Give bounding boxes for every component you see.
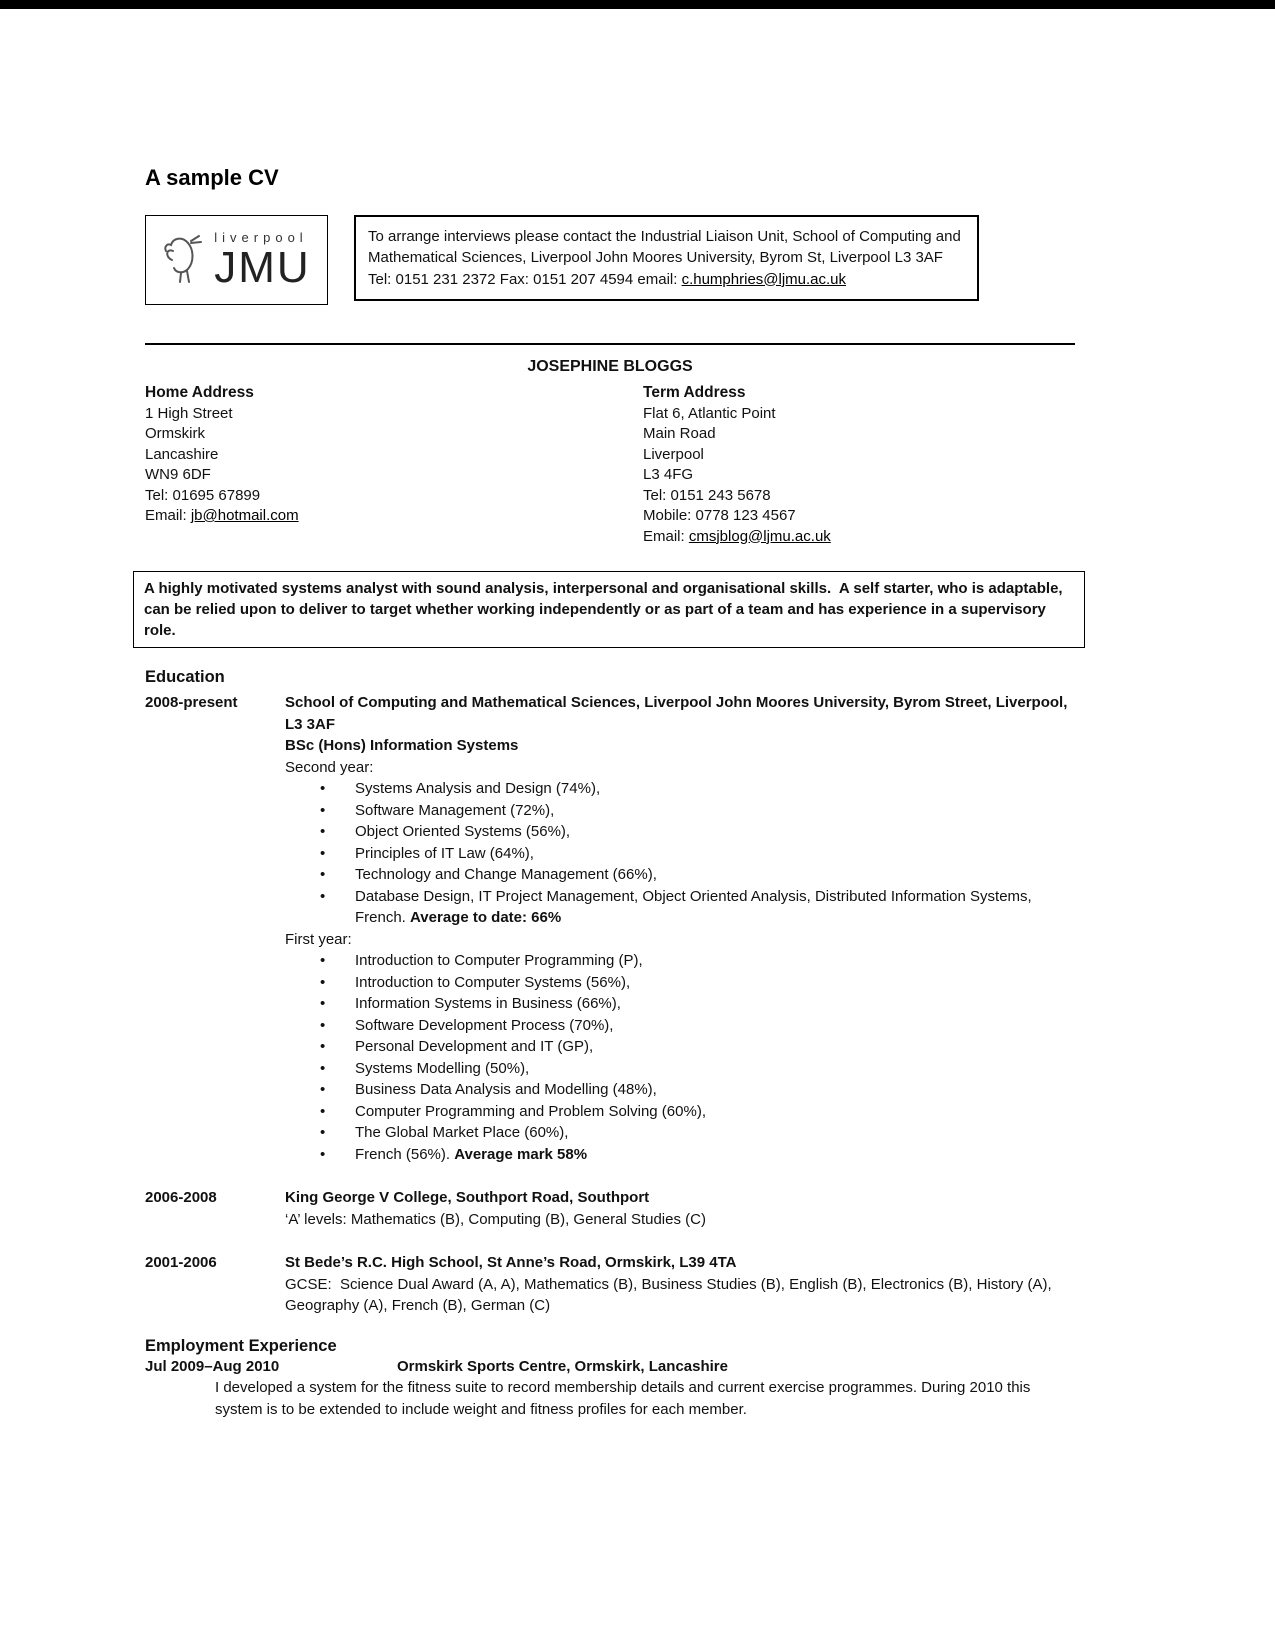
module-label: Software Management (72%), [355, 801, 555, 819]
email-label: Email: [145, 507, 191, 524]
module-label: Systems Analysis and Design (74%), [355, 780, 601, 797]
module-text [355, 993, 1075, 1015]
module-item [320, 1122, 1075, 1144]
education-heading: Education [145, 668, 225, 686]
module-label: Personal Development and IT (GP), [355, 1038, 594, 1055]
contact-phone-line: Tel: 0151 231 2372 Fax: 0151 207 4594 email: [368, 270, 682, 288]
first-year-modules [285, 950, 1075, 1165]
module-label: Information Systems in Business (66%), [355, 995, 621, 1012]
bullet-marker: • [320, 866, 326, 883]
module-item [320, 1079, 1075, 1101]
section-divider [145, 343, 1075, 345]
addresses-block [145, 383, 1075, 547]
module-label: Database Design, IT Project Management, Object Oriented Analysis, Distributed Information Systems, French. [355, 887, 1032, 926]
bullet-marker: • [320, 1102, 326, 1120]
address-line: Flat 6, Atlantic Point [643, 404, 776, 422]
bullet-marker: • [320, 887, 326, 905]
header-row [145, 215, 1075, 305]
year-label: First year: [285, 930, 352, 948]
profile-summary: A highly motivated systems analyst with sound analysis, interpersonal and organisational skills. A self starter, who is adaptable, can be relied upon to deliver to target whether working independently or as part of a team and has experience in a supervisory role. [133, 571, 1085, 648]
bullet-marker: • [320, 844, 326, 862]
module-label: French (56%). [355, 1145, 455, 1163]
education-entry-body [285, 1187, 1075, 1230]
module-text [355, 886, 1075, 929]
home-address-heading: Home Address [145, 384, 254, 401]
address-line [643, 527, 831, 548]
module-text [355, 1058, 1075, 1080]
bullet-marker: • [320, 1059, 326, 1077]
module-label: Systems Modelling (50%), [355, 1059, 530, 1077]
module-item [320, 886, 1075, 929]
bullet-marker: • [320, 1081, 326, 1098]
bullet-marker: • [320, 1016, 326, 1034]
qualification-detail: ‘A’ levels: Mathematics (B), Computing (B), General Studies (C) [285, 1210, 706, 1228]
module-bold: Average mark 58% [454, 1145, 588, 1163]
module-text [355, 1144, 1075, 1166]
bullet-marker: • [320, 1038, 326, 1055]
address-line: 1 High Street [145, 404, 233, 422]
degree-title: BSc (Hons) Information Systems [285, 737, 519, 754]
module-text [355, 950, 1075, 972]
education-entry-3 [145, 1252, 1075, 1317]
module-label: Business Data Analysis and Modelling (48%), [355, 1081, 657, 1098]
module-text [355, 821, 1075, 843]
module-item [320, 800, 1075, 822]
top-border-bar [0, 0, 1275, 9]
employer-name: Ormskirk Sports Centre, Ormskirk, Lancashire [397, 1357, 728, 1375]
module-text [355, 1036, 1075, 1058]
module-item [320, 950, 1075, 972]
date-range: 2006-2008 [145, 1189, 217, 1206]
qualification-detail: GCSE: Science Dual Award (A, A), Mathematics (B), Business Studies (B), English (B), Electronics (B), History (A), Geography (A), French (B), German (C) [285, 1275, 1056, 1314]
bullet-marker: • [320, 780, 326, 797]
module-item [320, 864, 1075, 886]
module-item [320, 993, 1075, 1015]
module-label: Software Development Process (70%), [355, 1016, 614, 1034]
employment-heading: Employment Experience [145, 1336, 337, 1355]
term-email-link[interactable]: cmsjblog@ljmu.ac.uk [688, 527, 831, 545]
address-line [145, 506, 643, 527]
address-line: Tel: 01695 67899 [145, 486, 261, 504]
date-range: 2008-present [145, 694, 238, 711]
education-entry-1 [145, 692, 1075, 1165]
module-text [355, 778, 1075, 800]
contact-email-link[interactable]: c.humphries@ljmu.ac.uk [681, 270, 847, 288]
school-name: King George V College, Southport Road, Southport [285, 1189, 650, 1206]
school-name: St Bede’s R.C. High School, St Anne’s Road, Ormskirk, L39 4TA [285, 1254, 737, 1271]
jmu-logo [145, 215, 328, 305]
module-text [355, 864, 1075, 886]
contact-text: To arrange interviews please contact the Industrial Liaison Unit, School of Computing and Mathematical Sciences, Liverpool John Moores University, Byrom St, Liverpool L3 3AF [368, 228, 961, 267]
module-text [355, 1101, 1075, 1123]
module-bold: Average to date: 66% [410, 909, 562, 926]
module-text [355, 1079, 1075, 1101]
address-line: Main Road [643, 425, 716, 442]
module-label: Principles of IT Law (64%), [355, 844, 534, 862]
school-name: School of Computing and Mathematical Sciences, Liverpool John Moores University, Byrom Street, Liverpool, L3 3AF [285, 694, 1068, 733]
page-title: A sample CV [145, 165, 279, 190]
logo-jmu-text: JMU [214, 242, 311, 292]
module-text [355, 972, 1075, 994]
bullet-marker: • [320, 1145, 326, 1163]
module-item [320, 1101, 1075, 1123]
logo-wordmark [214, 231, 310, 290]
employment-entry [145, 1356, 1075, 1378]
education-entry-body [285, 1252, 1075, 1317]
address-line: L3 4FG [643, 466, 694, 483]
module-label: The Global Market Place (60%), [355, 1124, 569, 1141]
module-item [320, 778, 1075, 800]
module-label: Technology and Change Management (66%), [355, 866, 657, 883]
module-item [320, 843, 1075, 865]
date-range: 2001-2006 [145, 1254, 217, 1271]
year-label: Second year: [285, 758, 374, 776]
module-text [355, 843, 1075, 865]
bullet-marker: • [320, 801, 326, 819]
address-line: Mobile: 0778 123 4567 [643, 507, 796, 524]
module-item [320, 1058, 1075, 1080]
module-item [320, 1036, 1075, 1058]
bullet-marker: • [320, 952, 326, 969]
module-item [320, 972, 1075, 994]
second-year-modules [285, 778, 1075, 929]
bullet-marker: • [320, 995, 326, 1012]
home-email-link[interactable]: jb@hotmail.com [190, 507, 299, 524]
module-text [355, 1015, 1075, 1037]
date-range: Jul 2009–Aug 2010 [145, 1357, 280, 1375]
education-entry-2 [145, 1187, 1075, 1230]
term-address-heading: Term Address [643, 384, 746, 401]
address-line: Liverpool [643, 445, 704, 463]
address-line: Tel: 0151 243 5678 [643, 486, 771, 504]
education-entry-body [285, 692, 1075, 1165]
module-label: Introduction to Computer Systems (56%), [355, 973, 631, 991]
employment-description: I developed a system for the fitness suite to record membership details and current exercise programmes. During 2010 this system is to be extended to include weight and fitness profiles for each member. [215, 1379, 1031, 1418]
module-item [320, 1144, 1075, 1166]
contact-box [354, 215, 979, 301]
page-content [145, 9, 1075, 1420]
module-label: Introduction to Computer Programming (P), [355, 952, 643, 969]
module-label: Computer Programming and Problem Solving (60%), [355, 1102, 706, 1120]
person-name: JOSEPHINE BLOGGS [527, 358, 693, 375]
address-line: WN9 6DF [145, 466, 211, 483]
term-address [643, 383, 831, 547]
email-label: Email: [643, 527, 689, 545]
logo-liverpool-text: liverpool [214, 229, 308, 245]
address-line: Lancashire [145, 445, 219, 463]
bullet-marker: • [320, 973, 326, 991]
module-text [355, 1122, 1075, 1144]
module-item [320, 1015, 1075, 1037]
module-text [355, 800, 1075, 822]
module-item [320, 821, 1075, 843]
home-address [145, 383, 643, 547]
bullet-marker: • [320, 1124, 326, 1141]
liver-bird-icon [162, 231, 206, 289]
address-line: Ormskirk [145, 425, 205, 442]
module-label: Object Oriented Systems (56%), [355, 823, 571, 840]
bullet-marker: • [320, 823, 326, 840]
